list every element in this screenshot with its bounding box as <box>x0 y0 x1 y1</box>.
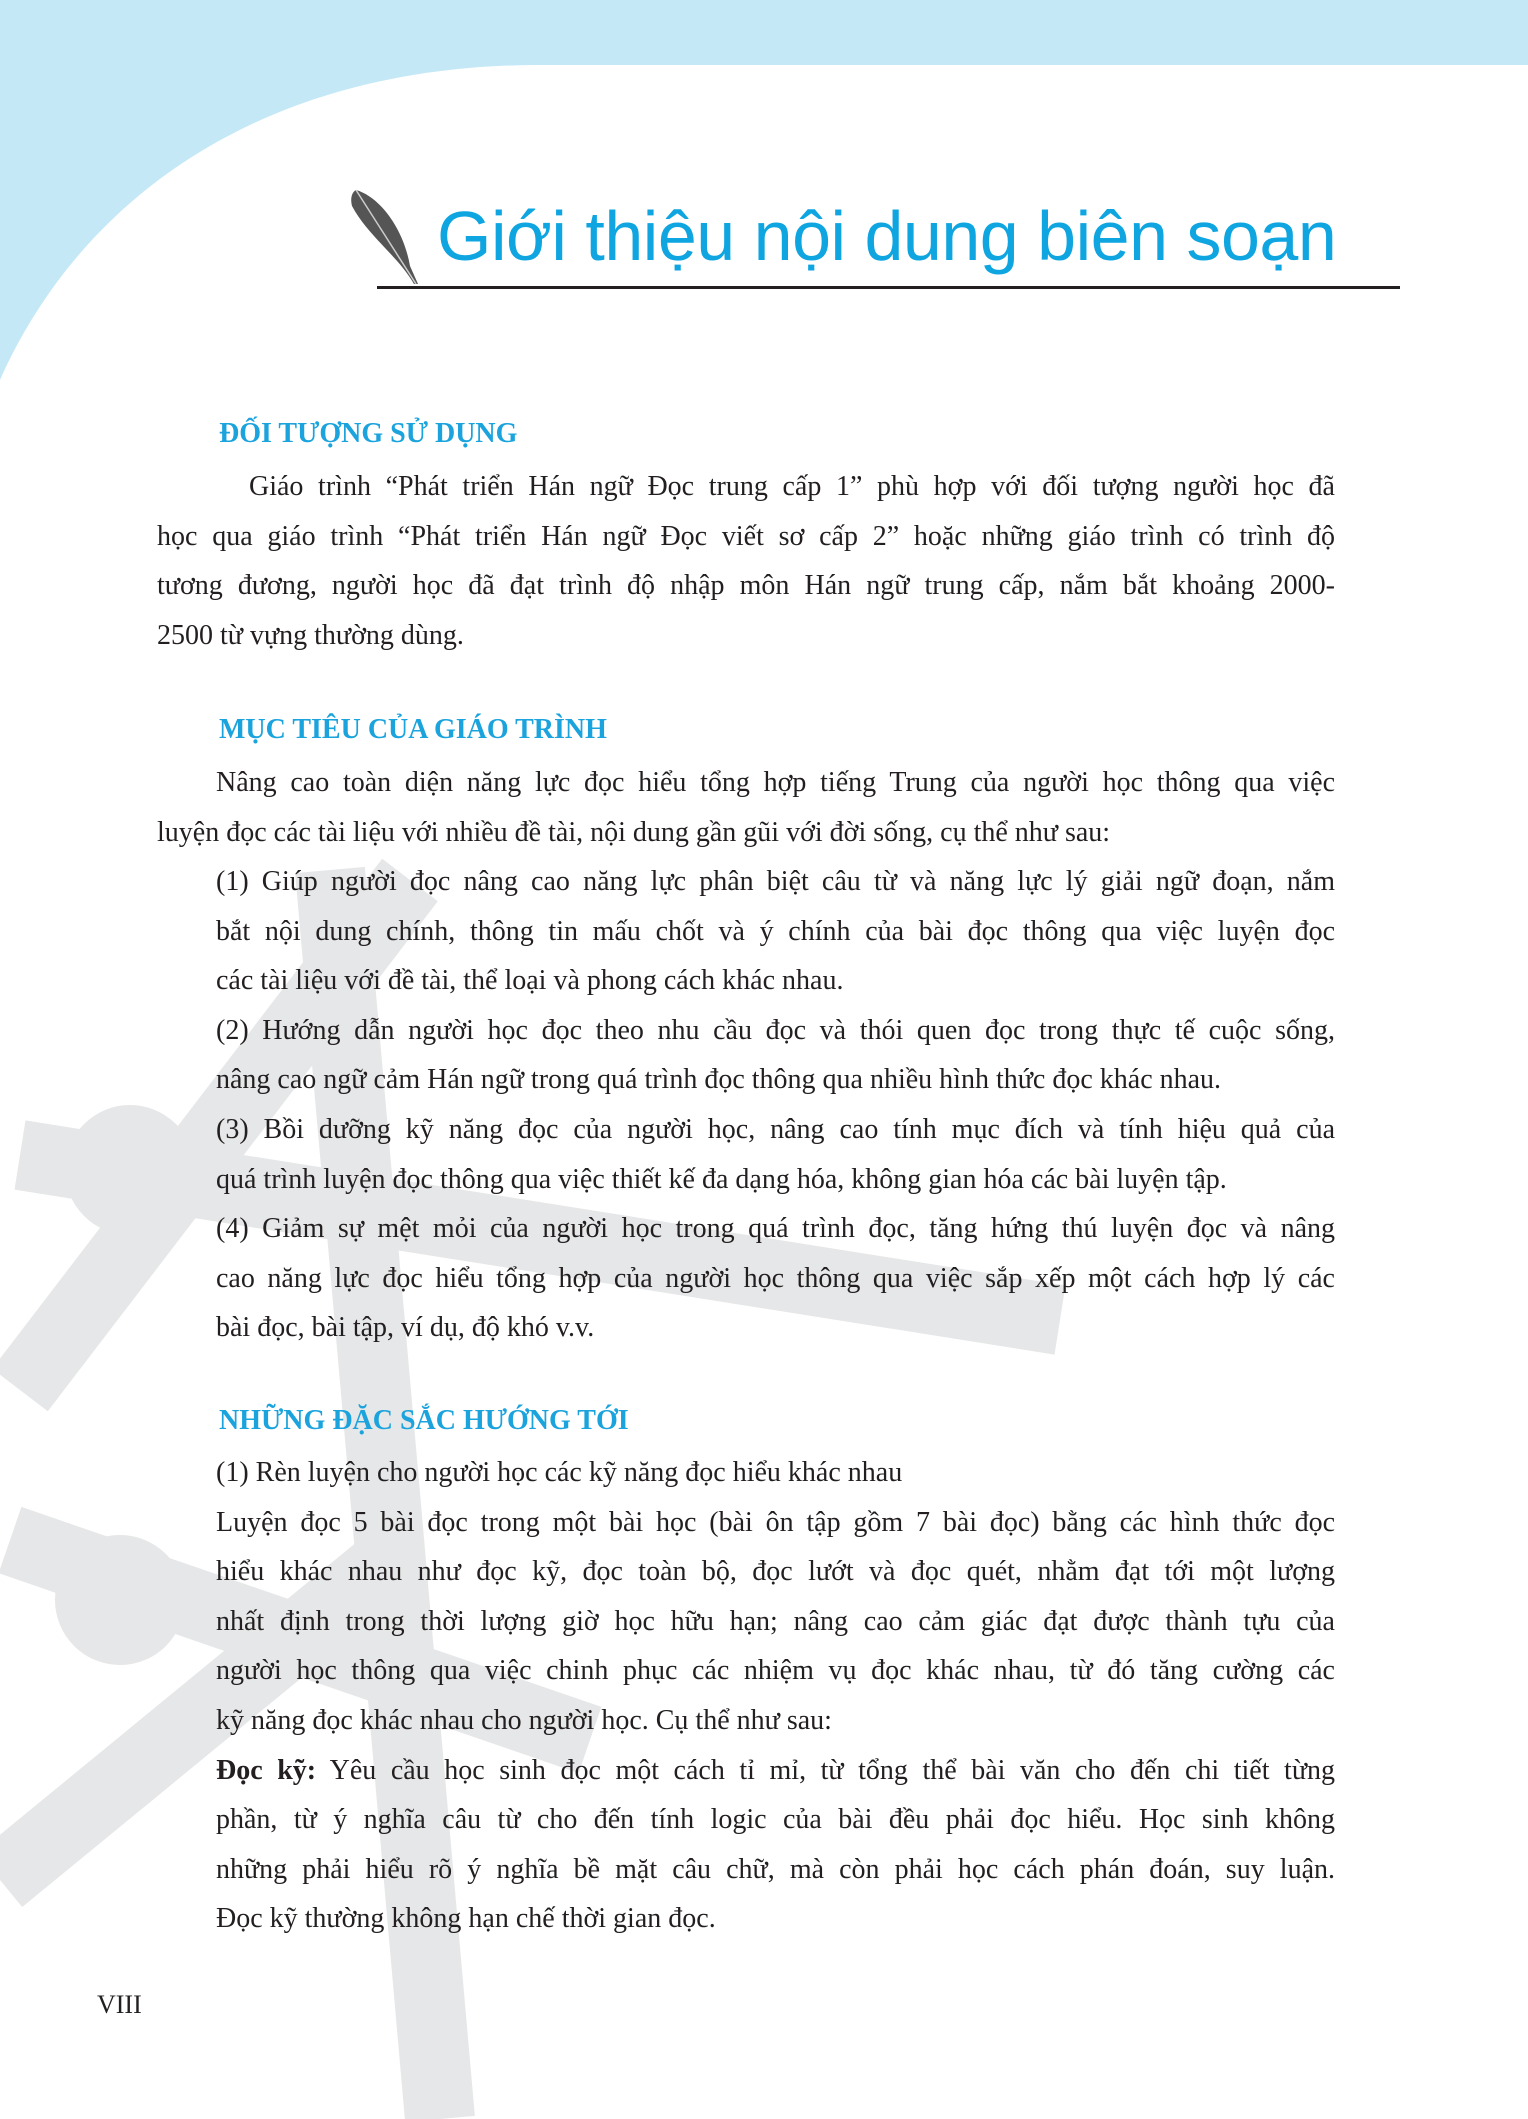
text-line: những phải hiểu rõ ý nghĩa bề mặt câu chữ, mà còn phải học cách phán đoán, suy luận. <box>216 1853 1335 1885</box>
text-line: Nâng cao toàn diện năng lực đọc hiểu tổng hợp tiếng Trung của người học thông qua việc <box>216 767 1335 798</box>
text-line: người học thông qua việc chinh phục các nhiệm vụ đọc khác nhau, từ đó tăng cường các <box>216 1655 1335 1687</box>
list-item-line: (3) Bồi dưỡng kỹ năng đọc của người học, nâng cao tính mục đích và tính hiệu quả của <box>216 1113 1335 1145</box>
list-item-line: (4) Giảm sự mệt mỏi của người học trong quá trình đọc, tăng hứng thú luyện đọc và nâng <box>216 1213 1335 1245</box>
feature-subitem: (1) Rèn luyện cho người học các kỹ năng đọc hiểu khác nhau <box>216 1457 903 1488</box>
feather-icon <box>348 186 423 286</box>
list-item-line: các tài liệu với đề tài, thể loại và phong cách khác nhau. <box>216 965 844 997</box>
text-line: nhất định trong thời lượng giờ học hữu hạn; nâng cao cảm giác đạt được thành tựu của <box>216 1605 1335 1637</box>
text-line: kỹ năng đọc khác nhau cho người học. Cụ thể như sau: <box>216 1704 832 1736</box>
list-item-line: nâng cao ngữ cảm Hán ngữ trong quá trình đọc thông qua nhiều hình thức đọc khác nhau. <box>216 1064 1222 1096</box>
text-line: Giáo trình “Phát triển Hán ngữ Đọc trung cấp 1” phù hợp với đối tượng người học đã <box>249 471 1335 502</box>
page-title: Giới thiệu nội dung biên soạn <box>437 197 1337 275</box>
list-item-line: cao năng lực đọc hiểu tổng hợp của người học thông qua việc sắp xếp một cách hợp lý các <box>216 1262 1335 1294</box>
section-heading-audience: ĐỐI TƯỢNG SỬ DỤNG <box>219 418 518 449</box>
text-line: hiểu khác nhau như đọc kỹ, đọc toàn bộ, đọc lướt và đọc quét, nhằm đạt tới một lượng <box>216 1556 1335 1588</box>
text-line: luyện đọc các tài liệu với nhiều đề tài, nội dung gần gũi với đời sống, cụ thể như sau: <box>157 816 1111 848</box>
text-line: Yêu cầu học sinh đọc một cách tỉ mỉ, từ tổng thể bài văn cho đến chi tiết từng <box>316 1754 1335 1786</box>
section-heading-objectives: MỤC TIÊU CỦA GIÁO TRÌNH <box>219 714 607 745</box>
blue-corner-band <box>0 0 1528 380</box>
features-content <box>216 1448 1335 1944</box>
section-heading-features: NHỮNG ĐẶC SẮC HƯỚNG TỚI <box>219 1405 629 1436</box>
term-line <box>216 1746 1335 1796</box>
list-item-line: bài đọc, bài tập, ví dụ, độ khó v.v. <box>216 1312 595 1344</box>
page-number: VIII <box>97 1990 142 2019</box>
text-line: 2500 từ vựng thường dùng. <box>157 619 464 651</box>
objectives-intro <box>157 758 1335 857</box>
text-line: Đọc kỹ thường không hạn chế thời gian đọc. <box>216 1903 716 1935</box>
audience-paragraph <box>157 462 1335 660</box>
term-label: Đọc kỹ: <box>216 1754 317 1786</box>
list-item-line: (1) Giúp người đọc nâng cao năng lực phân biệt câu từ và năng lực lý giải ngữ đoạn, nắm <box>216 866 1335 897</box>
text-line: tương đương, người học đã đạt trình độ nhập môn Hán ngữ trung cấp, nắm bắt khoảng 2000- <box>157 570 1335 602</box>
title-underline <box>377 286 1400 289</box>
list-item-line: quá trình luyện đọc thông qua việc thiết kế đa dạng hóa, không gian hóa các bài luyện tập. <box>216 1163 1227 1195</box>
text-line: Luyện đọc 5 bài đọc trong một bài học (bài ôn tập gồm 7 bài đọc) bằng các hình thức đọc <box>216 1506 1335 1538</box>
text-line: học qua giáo trình “Phát triển Hán ngữ Đọc viết sơ cấp 2” hoặc những giáo trình có trình độ <box>157 520 1335 552</box>
text-line: phần, từ ý nghĩa câu từ cho đến tính logic của bài đều phải đọc hiểu. Học sinh không <box>216 1804 1335 1836</box>
list-item-line: bắt nội dung chính, thông tin mấu chốt và ý chính của bài đọc thông qua việc luyện đọc <box>216 915 1335 947</box>
list-item-line: (2) Hướng dẫn người học đọc theo nhu cầu đọc và thói quen đọc trong thực tế cuộc sống, <box>216 1014 1335 1046</box>
objectives-list <box>216 857 1335 1353</box>
